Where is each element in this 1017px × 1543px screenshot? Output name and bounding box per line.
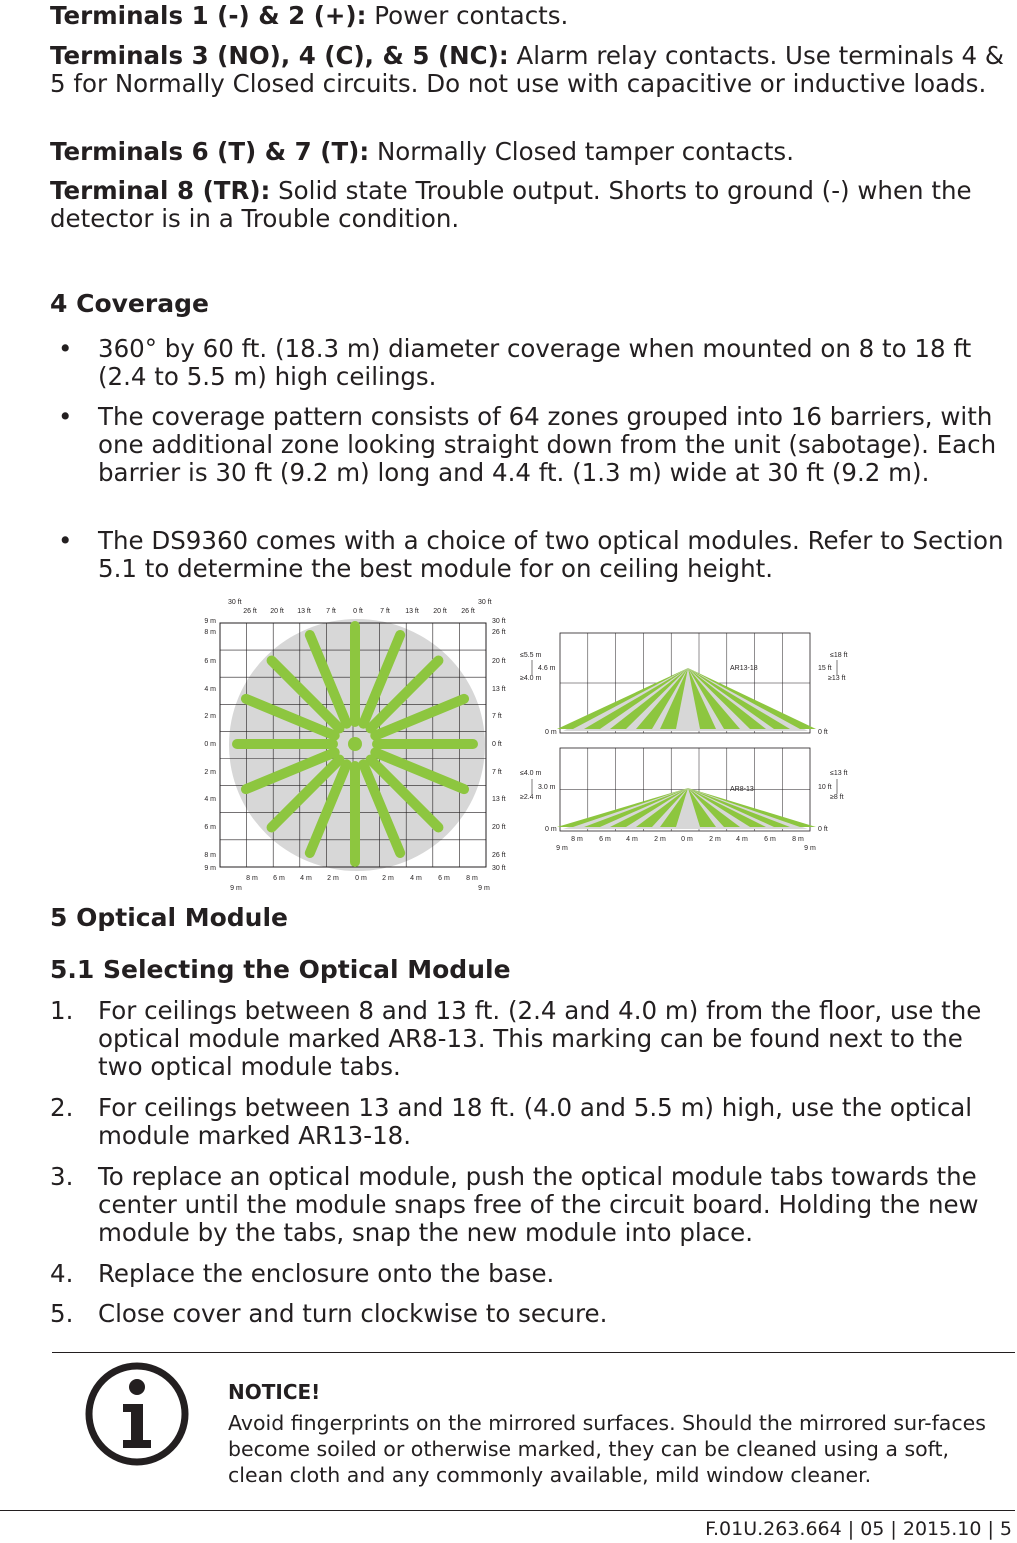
selecting-module-heading: 5.1 Selecting the Optical Module <box>50 955 511 984</box>
sv2-bottom-label: 4 m <box>626 836 638 843</box>
tv-top-label: 20 ft <box>433 608 447 615</box>
tv-bottom-label: 8 m <box>246 875 258 882</box>
sv2-floor-left: 0 m <box>545 826 557 833</box>
coverage-bullet: • The DS9360 comes with a choice of two optical modules. Refer to Section 5.1 to determine the best module for on ceiling height. <box>58 526 1004 583</box>
tv-bottom-label: 4 m <box>410 875 422 882</box>
side-view-ar13-18 <box>520 633 848 736</box>
tv-right-label: 13 ft <box>492 796 506 803</box>
tv-left-label: 2 m <box>204 769 216 776</box>
tv-right-label: 20 ft <box>492 824 506 831</box>
sv1-right-max: ≤18 ft <box>830 652 848 659</box>
step-item: 4. Replace the enclosure onto the base. <box>50 1259 555 1288</box>
tv-left-label: 8 m <box>204 852 216 859</box>
tv-left-label: 0 m <box>204 741 216 748</box>
tv-right-label: 26 ft <box>492 852 506 859</box>
sv2-bottom-label: 2 m <box>709 836 721 843</box>
tv-bottom-corner-right: 9 m <box>478 885 490 892</box>
sv2-left-mid: 3.0 m <box>538 784 556 791</box>
tv-right-label: 26 ft <box>492 629 506 636</box>
tv-right-label: 20 ft <box>492 658 506 665</box>
sv1-floor-left: 0 m <box>545 729 557 736</box>
sv2-left-max: ≤4.0 m <box>520 770 542 777</box>
step-item: 2. For ceilings between 13 and 18 ft. (4.0 and 5.5 m) high, use the optical module marked AR13-18. <box>50 1093 973 1150</box>
tv-bottom-label: 8 m <box>466 875 478 882</box>
sv2-bottom-corner-left: 9 m <box>556 845 568 852</box>
coverage-heading: 4 Coverage <box>50 289 209 318</box>
tv-top-label: 7 ft <box>380 608 390 615</box>
tv-right-label: 0 ft <box>492 741 502 748</box>
tv-top-label: 26 ft <box>461 608 475 615</box>
tv-top-label: 7 ft <box>326 608 336 615</box>
terminal-desc-1: Terminals 1 (-) & 2 (+): Power contacts. <box>50 1 569 30</box>
notice-text: Avoid fingerprints on the mirrored surfaces. Should the mirrored sur-faces become soiled or otherwise marked, they can be cleaned using a soft, clean cloth and any commonly available, mild window cleaner. <box>228 1411 986 1487</box>
notice-bottom-rule <box>0 1510 1015 1511</box>
step-item: 1. For ceilings between 8 and 13 ft. (2.4 and 4.0 m) from the floor, use the optical module marked AR8-13. This marking can be found next to the two optical module tabs. <box>50 996 982 1081</box>
tv-left-label: 9 m <box>204 865 216 872</box>
tv-left-label: 2 m <box>204 713 216 720</box>
tv-left-label: 4 m <box>204 796 216 803</box>
tv-bottom-label: 6 m <box>438 875 450 882</box>
terminal-desc-3: Terminals 6 (T) & 7 (T): Normally Closed tamper contacts. <box>50 137 794 166</box>
sv2-right-max: ≤13 ft <box>830 770 848 777</box>
tv-left-label: 8 m <box>204 629 216 636</box>
sv2-right-min: ≥8 ft <box>830 794 844 801</box>
notice-top-rule <box>52 1352 1015 1353</box>
tv-bottom-label: 0 m <box>355 875 367 882</box>
coverage-bullet: • 360° by 60 ft. (18.3 m) diameter coverage when mounted on 8 to 18 ft (2.4 to 5.5 m) high ceilings. <box>58 334 972 391</box>
tv-left-label: 6 m <box>204 658 216 665</box>
sv2-bottom-label: 2 m <box>654 836 666 843</box>
tv-top-label: 20 ft <box>270 608 284 615</box>
tv-top-label: 13 ft <box>405 608 419 615</box>
tv-top-label: 26 ft <box>243 608 257 615</box>
side-view-ar8-13 <box>520 748 848 852</box>
tv-right-label: 7 ft <box>492 769 502 776</box>
sv1-left-min: ≥4.0 m <box>520 675 542 682</box>
sv2-left-min: ≥2.4 m <box>520 794 542 801</box>
terminal-desc-4: Terminal 8 (TR): Solid state Trouble output. Shorts to ground (-) when the detector is in a Trouble condition. <box>50 176 972 233</box>
sv2-bottom-label: 6 m <box>599 836 611 843</box>
tv-top-corner-left: 30 ft <box>228 599 242 606</box>
page-footer: F.01U.263.664 | 05 | 2015.10 | 5 <box>705 1518 1012 1540</box>
info-icon <box>83 1360 191 1468</box>
tv-bottom-label: 4 m <box>300 875 312 882</box>
tv-left-label: 9 m <box>204 618 216 625</box>
sv1-left-mid: 4.6 m <box>538 665 556 672</box>
sv1-right-mid: 15 ft <box>818 665 832 672</box>
sv1-floor-right: 0 ft <box>818 729 828 736</box>
tv-top-corner-right: 30 ft <box>478 599 492 606</box>
sv2-bottom-label: 4 m <box>736 836 748 843</box>
tv-right-label: 30 ft <box>492 618 506 625</box>
notice-title: NOTICE! <box>228 1380 321 1404</box>
tv-top-label: 0 ft <box>353 608 363 615</box>
sv1-module-label: AR13-18 <box>730 665 758 672</box>
sv2-bottom-corner-right: 9 m <box>804 845 816 852</box>
tv-top-label: 13 ft <box>297 608 311 615</box>
terminal-desc-2: Terminals 3 (NO), 4 (C), & 5 (NC): Alarm relay contacts. Use terminals 4 & 5 for Normally Closed circuits. Do not use with capacitive or inductive loads. <box>50 41 1004 98</box>
sv2-floor-right: 0 ft <box>818 826 828 833</box>
tv-left-label: 6 m <box>204 824 216 831</box>
sv2-module-label: AR8-13 <box>730 786 754 793</box>
sv2-right-mid: 10 ft <box>818 784 832 791</box>
coverage-diagram <box>204 595 850 895</box>
tv-left-label: 4 m <box>204 686 216 693</box>
tv-bottom-corner-left: 9 m <box>230 885 242 892</box>
top-view-diagram <box>204 599 505 892</box>
sv2-bottom-label: 0 m <box>681 836 693 843</box>
optical-module-heading: 5 Optical Module <box>50 903 289 932</box>
sv1-left-max: ≤5.5 m <box>520 652 542 659</box>
tv-right-label: 13 ft <box>492 686 506 693</box>
tv-bottom-label: 2 m <box>382 875 394 882</box>
tv-bottom-label: 6 m <box>273 875 285 882</box>
sabotage-zone <box>348 737 362 751</box>
sv2-bottom-label: 6 m <box>764 836 776 843</box>
coverage-bullet: • The coverage pattern consists of 64 zones grouped into 16 barriers, with one additional zone looking straight down from the unit (sabotage). Each barrier is 30 ft (9.2 m) long and 4.4 ft. (1.3 m) wide at 30 ft (9.2 m). <box>58 402 997 487</box>
sv1-right-min: ≥13 ft <box>828 675 846 682</box>
step-item: 3. To replace an optical module, push the optical module tabs towards the center until the module snaps free of the circuit board. Holding the new module by the tabs, snap the new module into place. <box>50 1162 979 1247</box>
tv-right-label: 30 ft <box>492 865 506 872</box>
step-item: 5. Close cover and turn clockwise to secure. <box>50 1299 608 1328</box>
sv2-bottom-label: 8 m <box>571 836 583 843</box>
tv-right-label: 7 ft <box>492 713 502 720</box>
sv2-bottom-label: 8 m <box>792 836 804 843</box>
tv-bottom-label: 2 m <box>327 875 339 882</box>
